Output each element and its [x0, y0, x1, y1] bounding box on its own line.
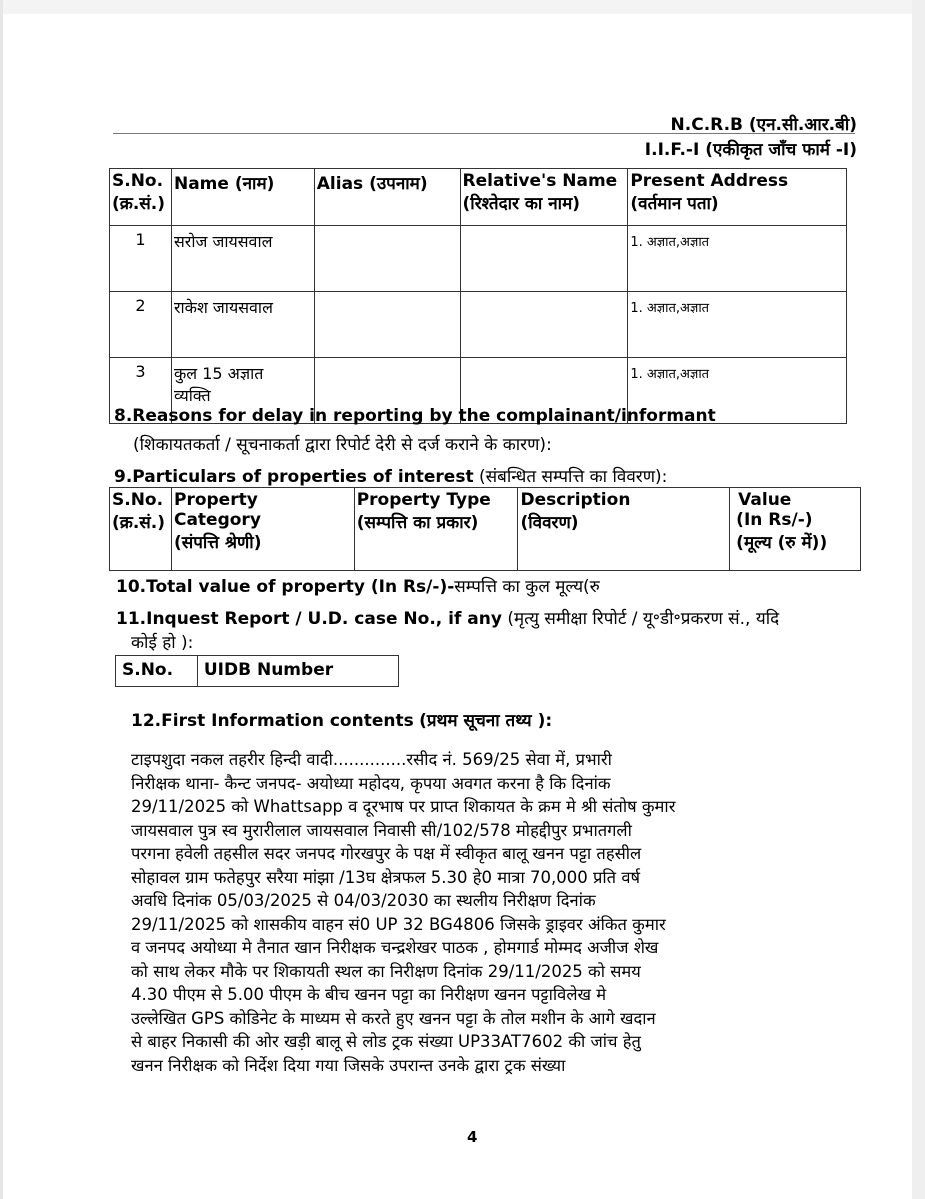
section-12-title: 12.First Information contents (प्रथम सूचना तथ्य ):	[131, 711, 553, 731]
section-9-title: 9.Particulars of properties of interest (संबन्धित सम्पत्ति का विवरण):	[114, 467, 668, 487]
col-name: Name (नाम)	[171, 169, 314, 226]
text-line: को साथ लेकर मौके पर शिकायती स्थल का निरीक्षण दिनांक 29/11/2025 को समय	[131, 961, 641, 981]
property-table	[109, 487, 861, 571]
col-sno: S.No.	[116, 656, 198, 687]
table-row	[110, 292, 847, 358]
section-10-title: 10.Total value of property (In Rs/-)-सम्पत्ति का कुल मूल्य(रु	[116, 577, 600, 597]
text-line: सोहावल ग्राम फतेहपुर सरैया मांझा /13घ क्षेत्रफल 5.30 हे0 मात्रा 70,000 प्रति वर्ष	[131, 867, 641, 887]
row-alias	[314, 226, 460, 292]
section-11-subtitle: कोई हो ):	[131, 633, 194, 653]
text-line: अवधि दिनांक 05/03/2025 से 04/03/2030 का स्थलीय निरीक्षण दिनांक	[131, 891, 596, 910]
col-value: Value (In Rs/-) (मूल्य (रु में))	[730, 488, 861, 571]
page-left-edge	[0, 0, 3, 1199]
uidb-table	[115, 655, 399, 687]
col-uidb-number: UIDB Number	[197, 656, 398, 687]
text-line: उल्लेखित GPS कोडिनेट के माध्यम से करते हुए खनन पट्टा के तोल मशीन के आगे खदान	[131, 1008, 656, 1028]
text-line: 29/11/2025 को शासकीय वाहन सं0 UP 32 BG4806 जिसके ड्राइवर अंकित कुमार	[131, 914, 666, 934]
page-top-edge	[0, 0, 925, 14]
text-line: 4.30 पीएम से 5.00 पीएम के बीच खनन पट्टा का निरीक्षण खनन पट्टाविलेख मे	[131, 985, 607, 1004]
text-line: से बाहर निकासी की ओर खड़ी बालू से लोड ट्रक संख्या UP33AT7602 की जांच हेतु	[131, 1032, 641, 1051]
col-sno: S.No. (क्र.सं.)	[110, 488, 172, 571]
uidb-table-header	[116, 656, 399, 687]
accused-table	[109, 168, 847, 424]
header-divider	[113, 133, 855, 134]
row-relative	[460, 292, 628, 358]
section-8-subtitle: (शिकायतकर्ता / सूचनाकर्ता द्वारा रिपोर्ट देरी से दर्ज कराने के कारण):	[133, 435, 552, 455]
row-name: कुल 15 अज्ञात व्यक्ति	[171, 358, 314, 424]
col-relative: Relative's Name (रिश्तेदार का नाम)	[460, 169, 628, 226]
col-alias: Alias (उपनाम)	[314, 169, 460, 226]
row-name: राकेश जायसवाल	[171, 292, 314, 358]
col-property-category: Property Category (संपत्ति श्रेणी)	[171, 488, 354, 571]
text-line: टाइपशुदा नकल तहरीर हिन्दी वादी..............रसीद नं. 569/25 सेवा में, प्रभारी	[131, 750, 612, 769]
row-sno: 2	[110, 292, 172, 358]
row-alias	[314, 292, 460, 358]
page-right-edge	[912, 0, 925, 1199]
text-line: जायसवाल पुत्र स्व मुरारीलाल जायसवाल निवासी सी/102/578 मोहद्दीपुर प्रभातगली	[131, 820, 632, 840]
accused-table-header	[110, 169, 847, 226]
header-org: N.C.R.B (एन.सी.आर.बी)	[670, 115, 857, 135]
property-table-header	[110, 488, 861, 571]
text-line: 29/11/2025 को Whattsapp व दूरभाष पर प्राप्त शिकायत के क्रम मे श्री संतोष कुमार	[131, 797, 676, 816]
row-address: 1. अज्ञात,अज्ञात	[628, 358, 847, 424]
row-relative	[460, 226, 628, 292]
text-line: परगना हवेली तहसील सदर जनपद गोरखपुर के पक्ष में स्वीकृत बालू खनन पट्टा तहसील	[131, 844, 642, 863]
first-information-contents	[131, 748, 821, 1077]
page-number: 4	[467, 1128, 478, 1146]
row-address: 1. अज्ञात,अज्ञात	[628, 226, 847, 292]
col-address: Present Address (वर्तमान पता)	[628, 169, 847, 226]
text-line: खनन निरीक्षक को निर्देश दिया गया जिसके उपरान्त उनके द्वारा ट्रक संख्या	[131, 1055, 566, 1075]
text-line: निरीक्षक थाना- कैन्ट जनपद- अयोध्या महोदय, कृपया अवगत करना है कि दिनांक	[131, 773, 611, 793]
section-8-title: 8.Reasons for delay in reporting by the complainant/informant	[114, 406, 716, 426]
col-description: Description (विवरण)	[518, 488, 730, 571]
col-sno: S.No. (क्र.सं.)	[110, 169, 172, 226]
row-address: 1. अज्ञात,अज्ञात	[628, 292, 847, 358]
row-sno: 1	[110, 226, 172, 292]
section-11-title: 11.Inquest Report / U.D. case No., if any (मृत्यु समीक्षा रिपोर्ट / यू॰डी॰प्रकरण सं., यदि	[116, 609, 780, 629]
text-line: व जनपद अयोध्या मे तैनात खान निरीक्षक चन्द्रशेखर पाठक , होमगार्ड मोम्मद अजीज शेख	[131, 938, 659, 957]
table-row	[110, 226, 847, 292]
col-property-type: Property Type (सम्पत्ति का प्रकार)	[354, 488, 518, 571]
header-form-title: I.I.F.-I (एकीकृत जाँच फार्म -I)	[644, 140, 857, 160]
row-sno: 3	[110, 358, 172, 424]
row-name: सरोज जायसवाल	[171, 226, 314, 292]
